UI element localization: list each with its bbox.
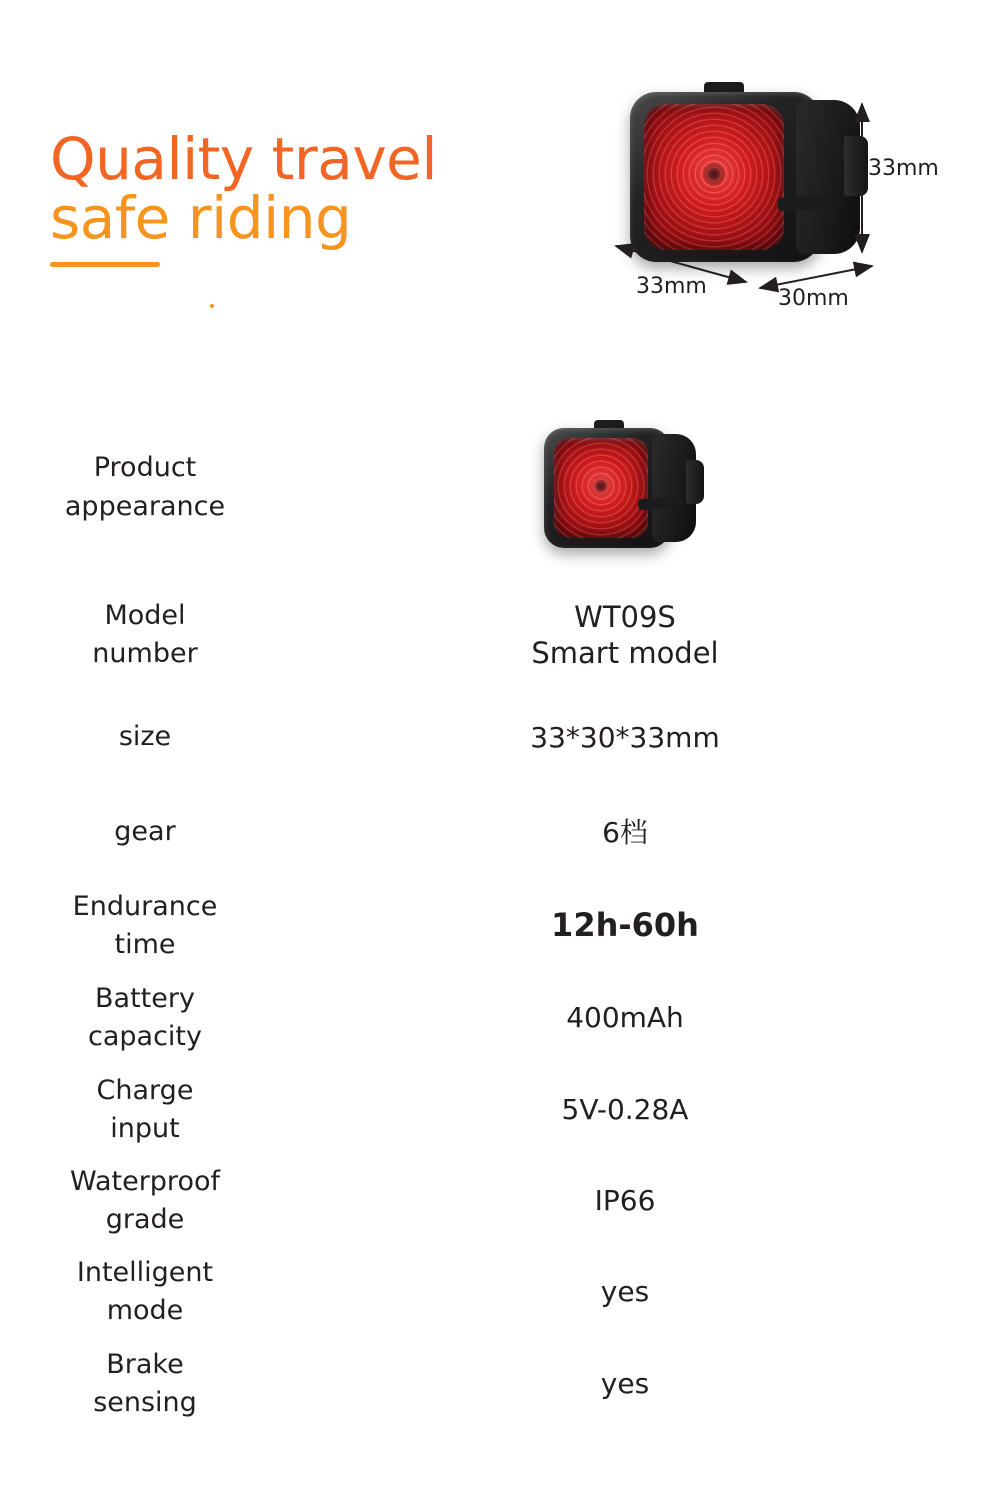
dimension-depth-label: 30mm [778,286,849,311]
spec-label-line2: sensing [93,1387,197,1418]
spec-value-brake-sensing: yes [600,1367,650,1401]
table-row [0,972,1000,1064]
spec-value-waterproof-grade: IP66 [594,1184,656,1218]
spec-label-battery-capacity [0,980,290,1057]
headline-underline [50,262,160,267]
table-row [0,580,1000,690]
dimension-width-label: 33mm [636,274,707,299]
table-row [0,395,1000,580]
spec-label-intelligent-mode [0,1254,290,1331]
spec-label-line1: Brake [106,1348,184,1380]
spec-label-line1: Battery [95,982,195,1014]
spec-label-line1: Model [104,599,186,631]
table-row [0,1064,1000,1156]
spec-label-waterproof-grade [0,1163,290,1240]
headline-block [50,125,520,267]
spec-value-model-number [290,599,1000,672]
spec-label-line1: Charge [96,1074,194,1106]
spec-table [0,395,1000,1430]
spec-label-line1: Waterproof [69,1165,220,1197]
spec-value-line2: Smart model [531,636,719,670]
spec-value-endurance-time: 12h-60h [551,906,699,945]
headline-dot [210,304,214,308]
spec-label-line1: Intelligent [76,1256,214,1288]
lamp-mount-tab [638,496,677,510]
spec-value-gear: 6档 [602,815,648,849]
spec-value-battery-capacity: 400mAh [566,1001,684,1035]
spec-label-size: size [118,721,172,753]
lamp-red-lens [554,438,648,538]
spec-label-line2: number [92,638,198,669]
table-row [0,1156,1000,1246]
table-row [0,1338,1000,1430]
spec-label-charge-input [0,1072,290,1149]
spec-label-line2: appearance [64,490,226,522]
spec-label-appearance [0,449,290,526]
bike-tail-light-icon-small [530,408,720,568]
headline-line-2: safe riding [50,184,352,253]
spec-label-line2: grade [105,1204,185,1235]
spec-label-line1: Product [93,452,197,484]
spec-label-model-number [0,597,290,674]
table-row [0,880,1000,972]
spec-label-gear: gear [114,816,176,848]
spec-label-brake-sensing [0,1346,290,1423]
spec-value-appearance [290,408,1000,568]
spec-value-size: 33*30*33mm [530,720,720,754]
spec-label-line2: input [110,1113,180,1144]
hero-product-illustration [600,70,960,330]
spec-label-line2: mode [106,1295,184,1326]
spec-label-endurance-time [0,888,290,965]
spec-value-charge-input: 5V-0.28A [561,1093,689,1127]
spec-value-intelligent-mode: yes [600,1275,650,1309]
spec-value-line1: WT09S [574,599,676,634]
lamp-clip [686,460,704,504]
table-row [0,690,1000,785]
headline-line-1: Quality travel [50,125,437,193]
table-row [0,1246,1000,1338]
table-row [0,785,1000,880]
spec-label-line1: Endurance [72,890,218,922]
spec-label-line2: time [114,929,176,960]
spec-label-line2: capacity [88,1021,202,1052]
dimension-height-label: 33mm [868,156,939,181]
